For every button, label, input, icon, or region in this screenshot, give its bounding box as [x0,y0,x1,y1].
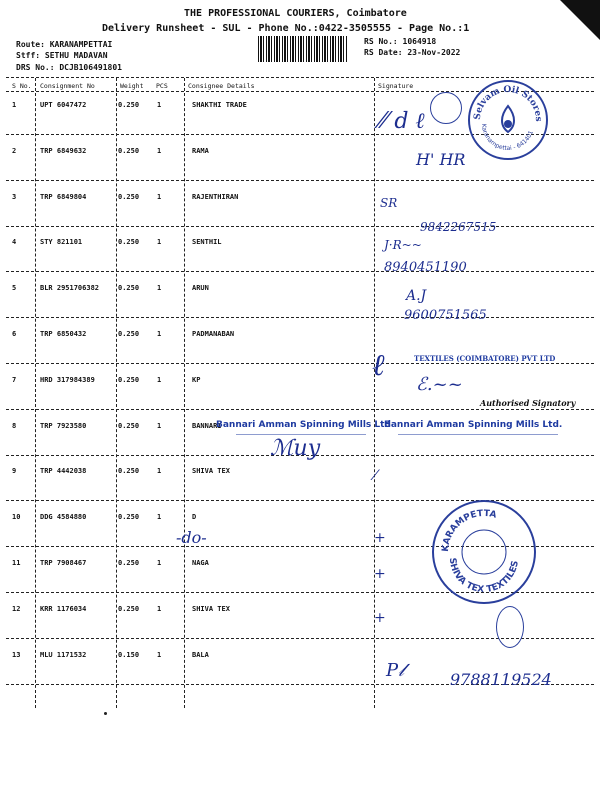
row-pcs: 1 [157,330,162,338]
row-consignee: RAJENTHIRAN [192,193,239,201]
row-consignee: KP [192,376,201,384]
signature-row-8: ℳuy [270,436,321,461]
route-label: Route: KARANAMPETTAI [16,40,113,49]
row-sno: 2 [12,147,17,155]
row-sno: 3 [12,193,17,201]
tick-mark: ⁄ [374,468,377,484]
col-divider [116,78,117,708]
col-header-consignee: Consignee Details [188,82,255,90]
authorised-signatory-label: Authorised Signatory [480,398,576,408]
row-weight: 0.250 [118,376,140,384]
row-consignment-no: TRP 7908467 [40,559,87,567]
signature-row-7: ℰ.~~ [416,374,463,395]
row-pcs: 1 [157,651,162,659]
row-pcs: 1 [157,467,162,475]
row-pcs: 1 [157,284,162,292]
row-consignee: RAMA [192,147,209,155]
shiva-stamp-ring [434,502,534,602]
selvam-oil-stores-stamp [468,80,548,160]
row-weight: 0.250 [118,330,140,338]
rs-number: RS No.: 1064918 [364,37,437,46]
row-weight: 0.250 [118,101,140,109]
row-divider [6,409,594,410]
row-sno: 1 [12,101,17,109]
row-consignment-no: STY 821101 [40,238,83,246]
col-divider [184,78,185,708]
drs-number: DRS No.: DCJB106491801 [16,63,122,72]
signature-row-13-phone: 9788119524 [450,670,552,689]
signature-row-13: P𝓁 [386,660,405,681]
row-sno: 12 [12,605,21,613]
row-pcs: 1 [157,605,162,613]
tick-mark: + [374,530,386,546]
corner-mark [560,0,600,40]
row-divider [6,271,594,272]
row-weight: 0.250 [118,193,140,201]
row-sno: 9 [12,467,17,475]
col-header-sno: S No. [12,82,32,90]
row-consignment-no: TRP 6849632 [40,147,87,155]
row-divider [6,500,594,501]
tick-mark: + [374,610,386,626]
row-pcs: 1 [157,238,162,246]
row-sno: 11 [12,559,21,567]
row-sno: 13 [12,651,21,659]
shiva-stamp-bottom: SHIVA TEX TEXTILES [446,557,521,596]
col-divider [35,78,36,708]
row-consignee: BANNARI [192,422,222,430]
row-sno: 4 [12,238,17,246]
small-stamp-oval [496,606,524,648]
row-sno: 8 [12,422,17,430]
stamp-bottom-text: Karanampettai - 641401 [479,123,535,153]
row-pcs: 1 [157,376,162,384]
row-consignment-no: TRP 4442038 [40,467,87,475]
row-weight: 0.150 [118,651,140,659]
row-divider [6,226,594,227]
row-weight: 0.250 [118,559,140,567]
row-consignee: SHAKTHI TRADE [192,101,247,109]
row-pcs: 1 [157,422,162,430]
row-pcs: 1 [157,101,162,109]
row-pcs: 1 [157,513,162,521]
row-weight: 0.250 [118,467,140,475]
signature-row-5-phone: 9600751565 [404,308,487,323]
row-consignment-no: KRR 1176034 [40,605,87,613]
row-consignment-no: BLR 2951706382 [40,284,100,292]
row-weight: 0.250 [118,147,140,155]
row-weight: 0.250 [118,513,140,521]
small-stamp-circle [430,92,462,124]
row-consignee: SHIVA TEX [192,467,230,475]
row-consignment-no: MLU 1171532 [40,651,87,659]
bannari-stamp-2: Bannari Amman Spinning Mills Ltd. [384,420,563,430]
page-subtitle: Delivery Runsheet - SUL - Phone No.:0422-3505555 - Page No.:1 [102,23,470,34]
page-title: THE PROFESSIONAL COURIERS, Coimbatore [184,8,407,19]
row-consignee: PADMANABAN [192,330,235,338]
bannari-stamp-2-body [398,434,558,465]
row-pcs: 1 [157,193,162,201]
row-divider [6,180,594,181]
row-consignee: ARUN [192,284,209,292]
svg-text:Selvam Oil Stores [473,85,543,122]
signature-row-7-loop: ℓ [372,348,385,383]
bannari-stamp-1: Bannari Amman Spinning Mills Ltd [216,420,391,430]
row-divider [6,363,594,364]
svg-text:SHIVA TEX TEXTILES [447,557,521,595]
row-pcs: 1 [157,147,162,155]
row-weight: 0.250 [118,422,140,430]
signature-row-10: -do- [176,528,207,547]
row-consignee: D [192,513,197,521]
barcode [258,36,348,62]
stamp-top-text: Selvam Oil Stores [472,84,544,122]
row-consignee: SENTHIL [192,238,222,246]
row-consignment-no: TRP 7923580 [40,422,87,430]
signature-row-4-phone: 8940451190 [384,260,467,275]
row-weight: 0.250 [118,284,140,292]
row-sno: 5 [12,284,17,292]
signature-row-1: ⁄⁄ d ℓ [380,109,425,134]
row-consignee: SHIVA TEX [192,605,230,613]
col-header-weight: Weight [120,82,144,90]
row-consignee: BALA [192,651,209,659]
row-sno: 10 [12,513,21,521]
col-header-signature: Signature [378,82,414,90]
row-weight: 0.250 [118,238,140,246]
row-consignee: NAGA [192,559,209,567]
signature-row-4: J·R~~ [384,238,422,252]
col-header-consignment: Consignment No [40,82,95,90]
row-consignment-no: UPT 6047472 [40,101,87,109]
table-top-rule [6,77,594,78]
stamp-ring-text [470,82,546,158]
row-consignment-no: TRP 6850432 [40,330,87,338]
shiva-tex-stamp [432,500,536,604]
row-consignment-no: TRP 6849804 [40,193,87,201]
signature-row-3-phone: 9842267515 [420,220,497,234]
col-header-pcs: PCS [156,82,168,90]
rs-date: RS Date: 23-Nov-2022 [364,48,461,57]
signature-row-5-name: A.J [406,288,427,304]
textiles-stamp: TEXTILES (COIMBATORE) PVT LTD [414,354,556,363]
row-sno: 7 [12,376,17,384]
row-pcs: 1 [157,559,162,567]
shiva-stamp-top: KARAMPETTA [440,508,498,553]
staff-label: Stff: SETHU MADAVAN [16,51,108,60]
row-weight: 0.250 [118,605,140,613]
tick-mark: + [374,566,386,582]
signature-row-3-name: SR [380,196,398,210]
row-consignment-no: DDG 4584880 [40,513,87,521]
stray-mark [104,712,107,715]
signature-row-2: H' HR [416,150,466,169]
row-divider [6,317,594,318]
row-consignment-no: HRD 317984389 [40,376,95,384]
row-sno: 6 [12,330,17,338]
